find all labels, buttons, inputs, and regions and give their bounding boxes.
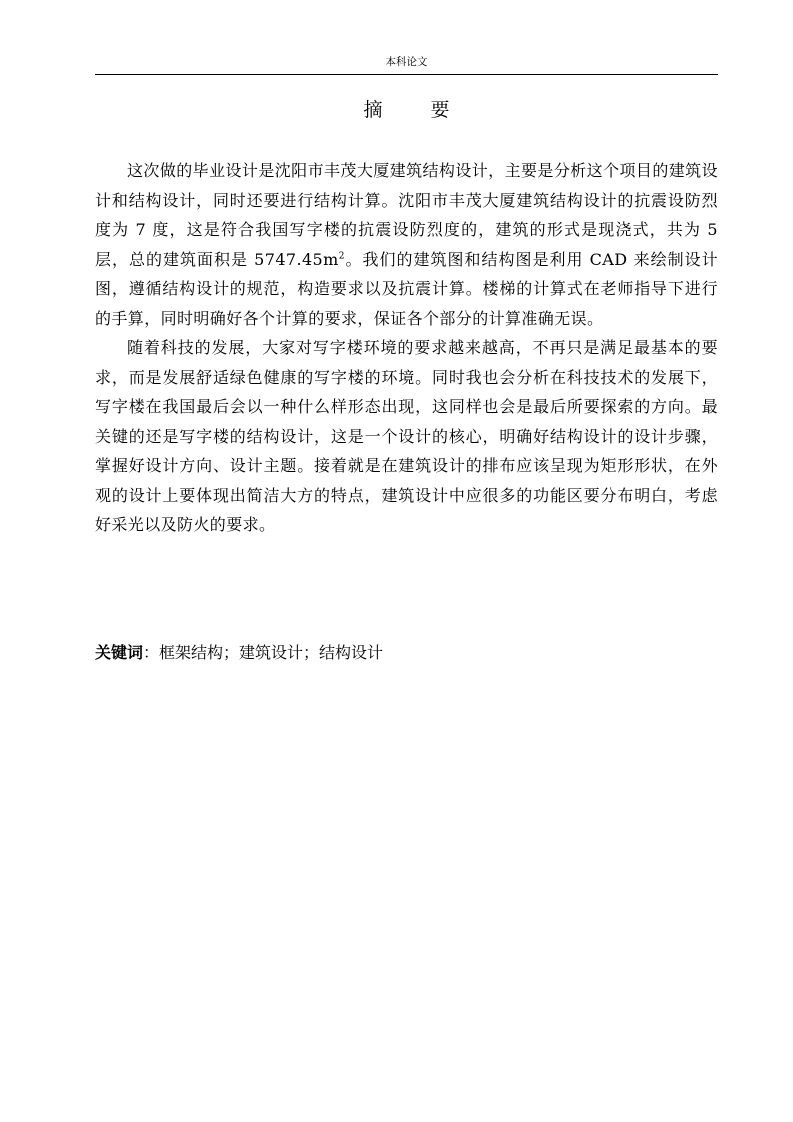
paragraph-1-text-continued: 。我们的建筑图和结构图是利用 CAD 来绘制设计图，遵循结构设计的规范，构造要求以及抗震计算。楼梯的计算式在老师指导下进行的手算，同时明确好各个计算的要求，保证各个部分的计算准确无误。 xyxy=(95,249,718,328)
running-title: 本科论文 xyxy=(385,56,428,68)
keywords-line xyxy=(95,640,718,666)
keywords-colon: ： xyxy=(143,643,160,662)
keywords-text: 框架结构；建筑设计；结构设计 xyxy=(159,643,384,662)
keywords-label: 关键词 xyxy=(95,643,144,662)
abstract-title-char-2: 要 xyxy=(430,99,450,121)
abstract-title-char-1: 摘 xyxy=(363,99,383,121)
paragraph-1-text: 这次做的毕业设计是沈阳市丰茂大厦建筑结构设计，主要是分析这个项目的建筑设计和结构设计，同时还要进行结构计算。沈阳市丰茂大厦建筑结构设计的抗震设防烈度为 7 度，这是符合我国写字楼的抗震设防烈度的，建筑的形式是现浇式，共为 5 层，总的建筑面积是 5747.45m xyxy=(95,161,718,269)
abstract-paragraph-2: 随着科技的发展，大家对写字楼环境的要求越来越高，不再只是满足最基本的要求，而是发展舒适绿色健康的写字楼的环境。同时我也会分析在科技技术的发展下，写字楼在我国最后会以一种什么样形态出现，这同样也会是最后所要探索的方向。最关键的还是写字楼的结构设计，这是一个设计的核心，明确好结构设计的设计步骤，掌握好设计方向、设计主题。接着就是在建筑设计的排布应该呈现为矩形形状，在外观的设计上要体现出简洁大方的特点，建筑设计中应很多的功能区要分布明白，考虑好采光以及防火的要求。 xyxy=(95,338,718,534)
page-header xyxy=(95,54,718,75)
abstract-title xyxy=(95,96,718,124)
abstract-body xyxy=(95,156,718,540)
abstract-paragraph-1 xyxy=(95,156,718,333)
area-unit-superscript: 2 xyxy=(338,251,345,262)
